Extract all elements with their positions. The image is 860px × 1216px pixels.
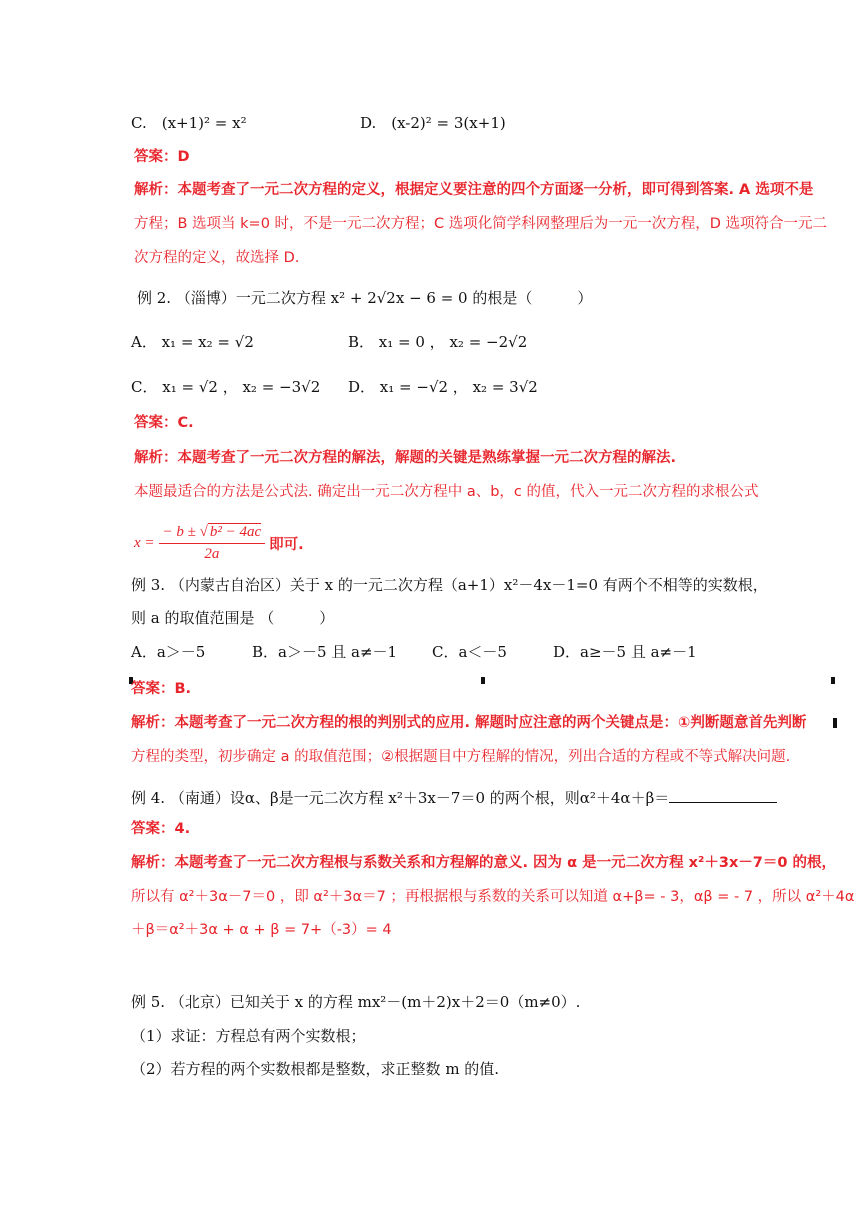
ex4-analysis-line-1: 解析：本题考查了一元二次方程根与系数关系和方程解的意义. 因为 α 是一元二次方程 x²＋3x－7＝0 的根， (131, 855, 837, 871)
ex3-option-d: D．a≥－5 且 a≠－1 (553, 643, 697, 661)
ex2-answer: 答案：C. (134, 415, 194, 431)
scan-mark (481, 677, 485, 684)
ex3-option-a: A．a＞－5 (131, 643, 206, 661)
ex2-analysis-line-2: 本题最适合的方法是公式法. 确定出一元二次方程中 a、b，c 的值，代入一元二次方程的求根公式 (134, 484, 759, 500)
ex4-analysis-line-3: ＋β＝α²＋3α + α + β = 7+（-3）= 4 (131, 922, 392, 938)
ex1-analysis-line-2: 方程；B 选项当 k=0 时，不是一元二次方程；C 选项化简学科网整理后为一元一次方程，D 选项符合一元二 (134, 216, 828, 232)
ex5-part-1: （1）求证：方程总有两个实数根； (131, 1027, 366, 1045)
ex3-analysis-line-2: 方程的类型，初步确定 a 的取值范围；②根据题目中方程解的情况，列出合适的方程或不等式解决问题. (131, 749, 791, 765)
ex1-analysis-line-3: 次方程的定义，故选择 D. (134, 250, 300, 266)
ex2-option-b: B． x₁ = 0 ， x₂ = −2√2 (348, 333, 528, 351)
scan-mark (831, 677, 835, 684)
ex1-answer: 答案：D (134, 149, 190, 165)
ex4-analysis-line-2: 所以有 α²＋3α－7＝0 ，即 α²＋3α＝7 ；再根据根与系数的关系可以知道 α+β= - 3，αβ = - 7 ，所以 α²＋4α (131, 889, 855, 905)
ex3-question-line-1: 例 3. （内蒙古自治区）关于 x 的一元二次方程（a+1）x²－4x－1=0 有两个不相等的实数根， (131, 576, 768, 594)
ex1-option-c: C. (x+1)² = x² (131, 114, 247, 132)
ex1-option-d: D. (x-2)² = 3(x+1) (360, 114, 506, 132)
ex2-option-d: D． x₁ = −√2 ， x₂ = 3√2 (348, 378, 538, 396)
ex3-option-c: C．a＜－5 (432, 643, 507, 661)
ex2-question: 例 2. （淄博）一元二次方程 x² + 2√2x − 6 = 0 的根是（ ） (137, 289, 593, 307)
answer-blank (669, 788, 777, 803)
ex2-analysis-line-1: 解析：本题考查了一元二次方程的解法，解题的关键是熟练掌握一元二次方程的解法. (134, 450, 677, 466)
ex2-option-c: C． x₁ = √2 ， x₂ = −3√2 (131, 378, 321, 396)
ex5-question: 例 5. （北京）已知关于 x 的方程 mx²－(m＋2)x＋2＝0（m≠0）. (131, 993, 581, 1011)
ex1-analysis-line-1: 解析：本题考查了一元二次方程的定义，根据定义要注意的四个方面逐一分析，即可得到答案. A 选项不是 (134, 182, 814, 198)
ex3-question-line-2: 则 a 的取值范围是 （ ） (131, 609, 335, 627)
ex4-question: 例 4. （南通）设α、β是一元二次方程 x²＋3x－7＝0 的两个根，则α²＋4α＋β＝ (131, 787, 777, 809)
quadratic-formula: x = $\frac{\text{− b ± √ b² − 4ac}}{2a}$ 即可. (134, 524, 304, 562)
scan-mark (833, 718, 837, 728)
ex2-option-a: A． x₁ = x₂ = √2 (131, 333, 254, 351)
ex3-answer: 答案：B. (131, 681, 192, 697)
ex5-part-2: （2）若方程的两个实数根都是整数，求正整数 m 的值. (131, 1060, 500, 1078)
ex3-option-b: B．a＞－5 且 a≠－1 (252, 643, 398, 661)
formula-fraction: $\frac{\text{− b ± √ b² − 4ac}}{2a}$ (159, 524, 266, 563)
ex3-analysis-line-1: 解析：本题考查了一元二次方程的根的判别式的应用. 解题时应注意的两个关键点是：①判断题意首先判断 (131, 715, 807, 731)
ex4-answer: 答案：4. (131, 821, 191, 837)
